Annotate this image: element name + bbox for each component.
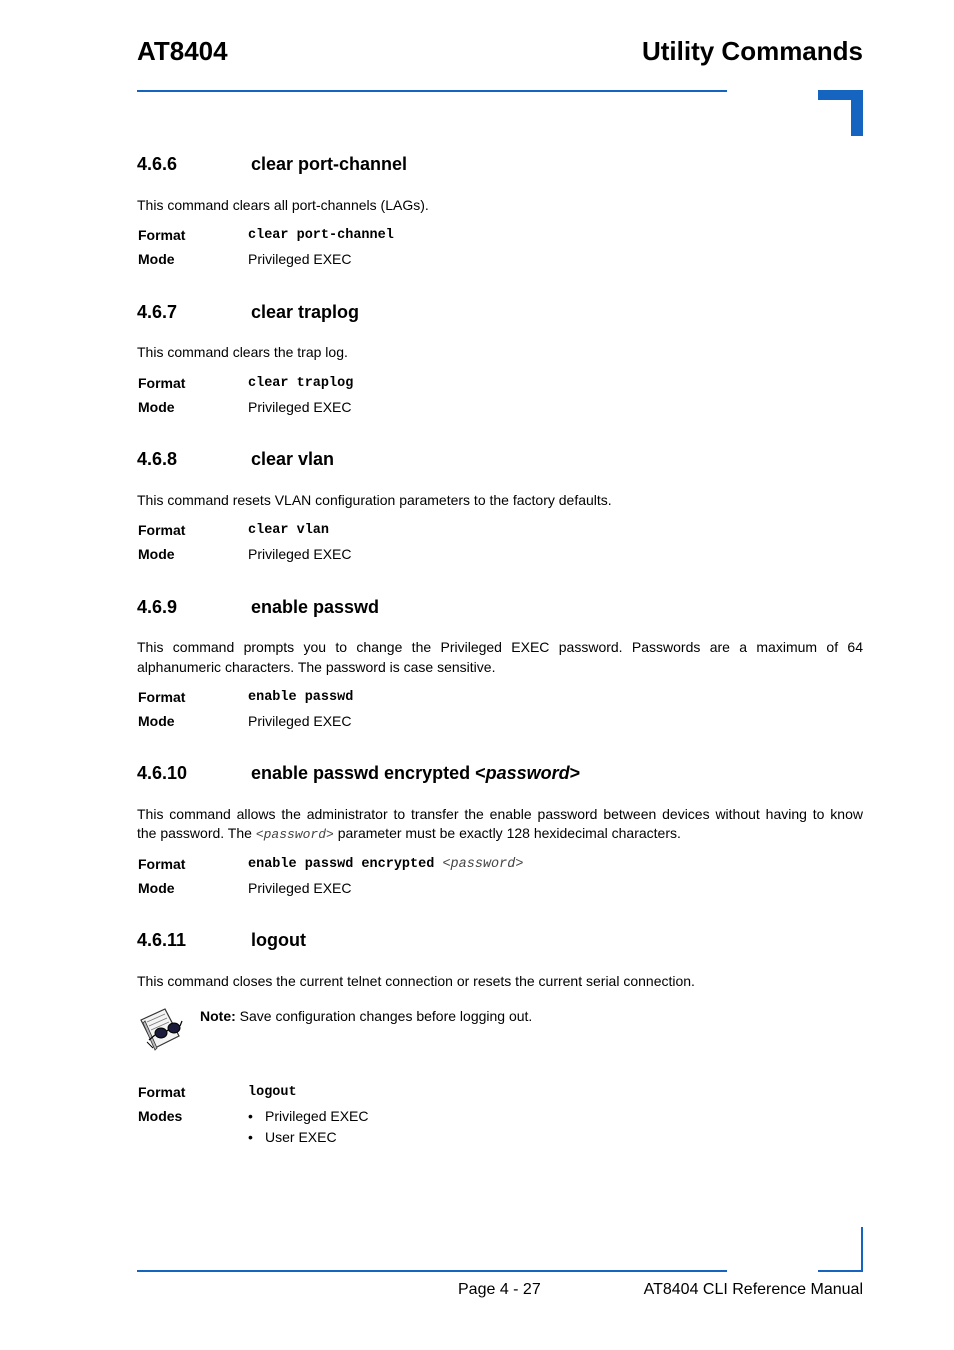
section-description-line2: alphanumeric characters. The password is case sensitive. — [137, 659, 496, 675]
mode-label: Mode — [138, 713, 175, 729]
section-description: This command closes the current telnet connection or resets the current serial connection. — [137, 973, 695, 989]
mode-value: Privileged EXEC — [248, 251, 352, 267]
format-label: Format — [138, 375, 186, 391]
format-label: Format — [138, 1084, 186, 1100]
format-label: Format — [138, 856, 186, 872]
modes-label: Modes — [138, 1108, 183, 1124]
mode-label: Mode — [138, 546, 175, 562]
section-description-line1: This command allows the administrator to transfer the enable password between devices without having to know — [137, 806, 863, 822]
section-title-suffix: > — [569, 763, 581, 783]
description-text: parameter must be exactly 128 hexidecimal characters. — [333, 825, 681, 841]
mode-label: Mode — [138, 251, 175, 267]
section-description-line1: This command prompts you to change the Privileged EXEC password. Passwords are a maximum of 64 — [137, 639, 863, 655]
format-command — [248, 857, 523, 872]
mode-value: User EXEC — [265, 1129, 337, 1145]
section-title: enable passwd — [251, 597, 380, 617]
section-description: This command resets VLAN configuration parameters to the factory defaults. — [137, 492, 612, 508]
section-number: 4.6.8 — [137, 449, 178, 469]
mode-value: Privileged EXEC — [248, 546, 352, 562]
chapter-title: Utility Commands — [641, 36, 863, 66]
password-param: <password> — [255, 827, 334, 842]
section-description-line2 — [137, 823, 863, 845]
format-label: Format — [138, 227, 186, 243]
section-title-param: password — [485, 763, 570, 783]
format-label: Format — [138, 522, 186, 538]
footer-corner-mark — [818, 1270, 863, 1272]
header-corner-mark-vertical — [851, 90, 863, 136]
header-rule — [137, 90, 727, 92]
footer-corner-mark-vertical — [861, 1227, 863, 1272]
mode-value: Privileged EXEC — [265, 1108, 369, 1124]
note-text — [200, 1006, 860, 1026]
section-title: logout — [251, 930, 306, 950]
mode-value: Privileged EXEC — [248, 713, 352, 729]
format-command-text: enable passwd encrypted — [248, 857, 443, 872]
mode-value: Privileged EXEC — [248, 880, 352, 896]
note-pad-with-glasses-icon — [137, 1006, 183, 1052]
mode-label: Mode — [138, 880, 175, 896]
section-number: 4.6.9 — [137, 597, 178, 617]
section-title: clear vlan — [251, 449, 335, 469]
format-command: enable passwd — [248, 690, 354, 705]
format-command: logout — [248, 1085, 297, 1100]
note-body: Save configuration changes before logging out. — [235, 1008, 533, 1024]
section-description: This command clears all port-channels (LAGs). — [137, 197, 429, 213]
section-title — [251, 763, 580, 784]
format-command: clear traplog — [248, 376, 354, 391]
page-number: Page 4 - 27 — [458, 1281, 541, 1298]
section-title: clear port-channel — [251, 154, 408, 174]
manual-title: AT8404 CLI Reference Manual — [643, 1281, 863, 1298]
document-title: AT8404 — [137, 36, 228, 66]
format-command-param: <password> — [442, 857, 524, 872]
note-label: Note: — [200, 1008, 236, 1024]
format-command: clear vlan — [248, 523, 330, 538]
mode-value: Privileged EXEC — [248, 399, 352, 415]
section-number: 4.6.6 — [137, 154, 178, 174]
format-label: Format — [138, 689, 186, 705]
footer-rule — [137, 1270, 727, 1272]
format-command: clear port-channel — [248, 228, 394, 243]
section-number: 4.6.10 — [137, 763, 188, 783]
section-title-prefix: enable passwd encrypted < — [251, 763, 486, 783]
section-number: 4.6.7 — [137, 302, 178, 322]
list-item: • Privileged EXEC — [248, 1108, 369, 1124]
section-title: clear traplog — [251, 302, 360, 322]
list-item: • User EXEC — [248, 1129, 337, 1145]
section-number: 4.6.11 — [137, 930, 187, 950]
section-description: This command clears the trap log. — [137, 344, 348, 360]
description-text: the password. The — [137, 825, 256, 841]
mode-label: Mode — [138, 399, 175, 415]
